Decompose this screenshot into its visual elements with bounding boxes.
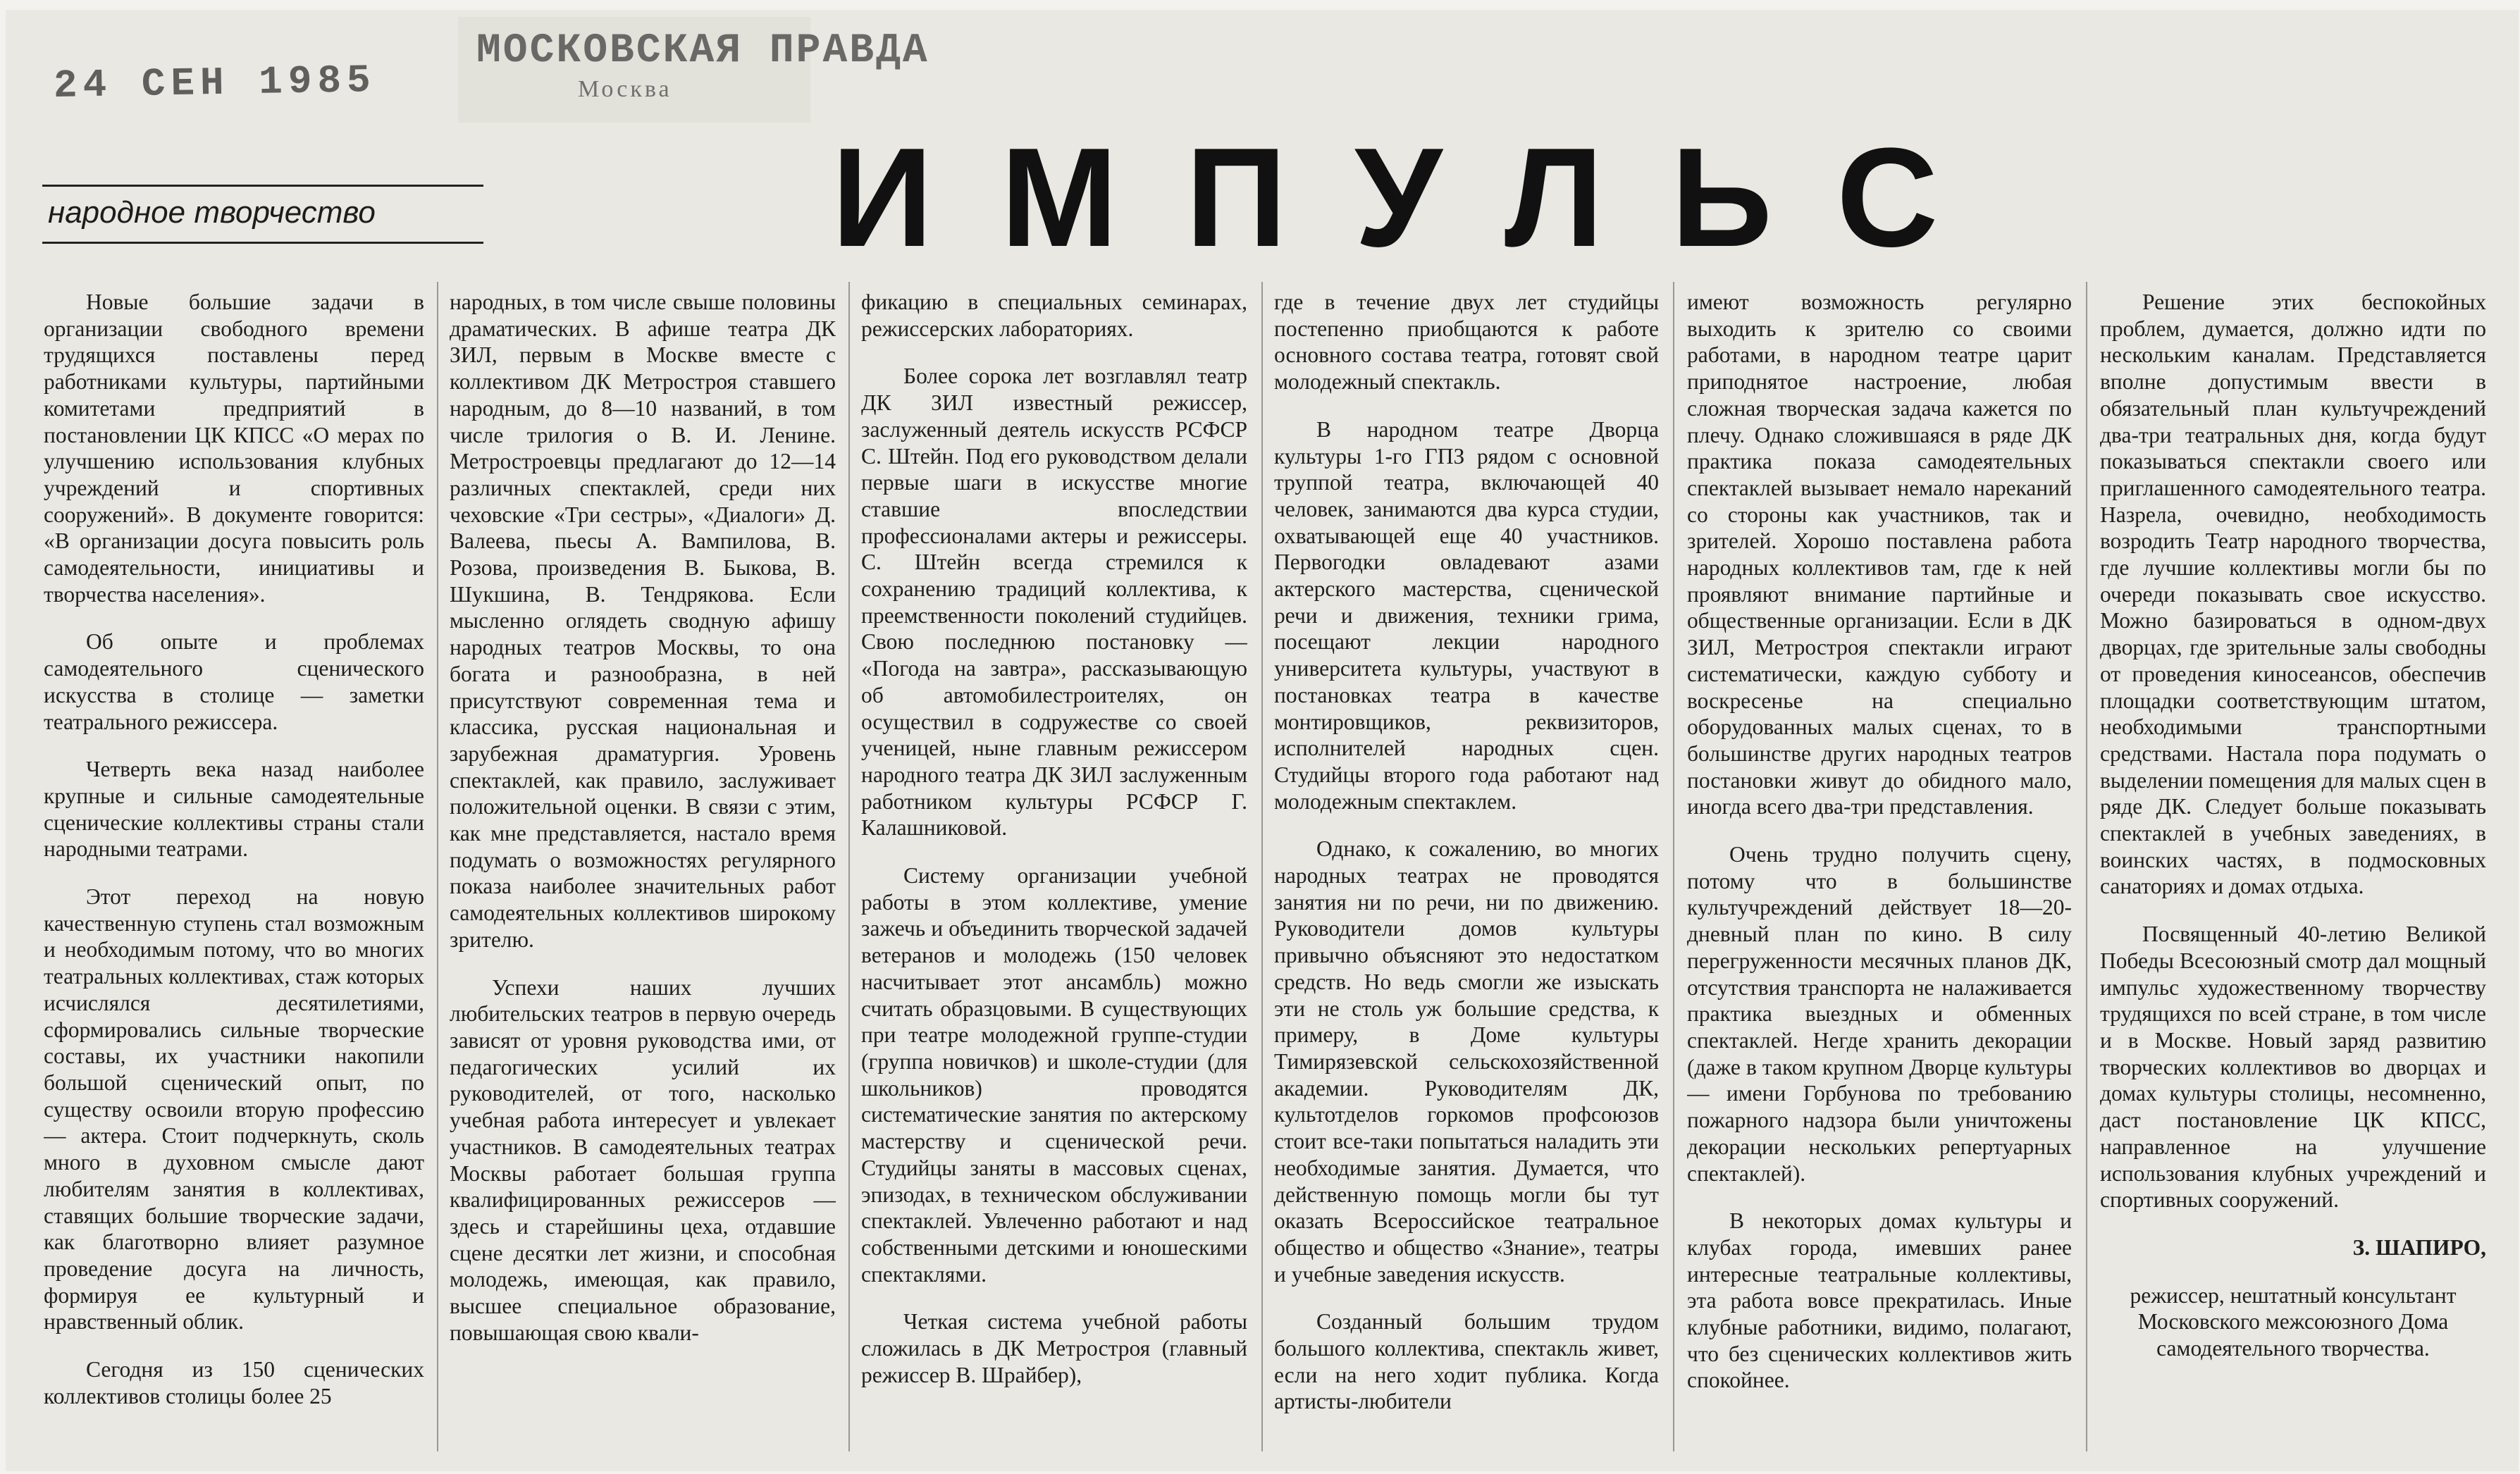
article-column-4	[1274, 289, 1659, 1451]
article-column-3	[861, 289, 1247, 1451]
paragraph: Решение этих беспокойных проблем, думается, должно идти по нескольким каналам. Представляется вполне допустимым ввести в обязательный план культучреждений два-три театральных дня, когда будут показываться спектакли своего или приглашенного самодеятельного театра. Назрела, очевидно, необходимость возродить Театр народного творчества, где лучшие коллективы могли бы по очереди показывать свое искусство. Можно базироваться в одном-двух дворцах, где зрительные залы свободны от проведения киносеансов, обеспечив площадки соответствующим штатом, необходимыми транспортными средствами. Настала пора подумать о выделении помещения для малых сцен в ряде ДК. Следует больше показывать спектаклей в учебных заведениях, в воинских частях, в подмосковных санаториях и домах отдыха.	[2100, 290, 2486, 899]
column-divider	[1261, 282, 1263, 1451]
paragraph: народных, в том числе свыше половины драматических. В афише театра ДК ЗИЛ, первым в Москве вместе с коллективом ДК Метростроя ставшего народным, до 8—10 названий, в том числе трилогия о В. И. Ленине. Метростроевцы предлагают до 12—14 различных спектаклей, среди них чеховские «Три сестры», «Диалоги» Д. Валеева, пьесы А. Вампилова, В. Розова, произведения В. Быкова, В. Шукшина, В. Тендрякова. Если мысленно оглядеть сводную афишу народных театров Москвы, то она богата и разнообразна, в ней присутствуют современная тема и классика, русская национальная и зарубежная драматургия. Уровень спектаклей, как правило, заслуживает положительной оценки. В связи с этим, как мне представляется, настало время подумать о возможностях регулярного показа наиболее значительных работ самодеятельных коллективов широкому зрителю.	[450, 290, 836, 952]
city-stamp: Москва	[578, 76, 672, 102]
paragraph: Созданный большим трудом большого коллектива, спектакль живет, если на него ходит публика. Когда артисты-любители	[1274, 1309, 1659, 1414]
paragraph: Сегодня из 150 сценических коллективов столицы более 25	[44, 1357, 424, 1408]
rubric-label: народное творчество	[42, 185, 483, 244]
paragraph: Очень трудно получить сцену, потому что в большинстве культучреждений действует 18—20-дневный план по кино. В силу перегруженности месячных планов ДК, отсутствия транспорта не налаживается практика выездных и обменных спектаклей. Негде хранить декорации (даже в таком крупном Дворце культуры — имени Горбунова по требованию пожарного надзора были уничтожены декорации нескольких репертуарных спектаклей).	[1687, 842, 2072, 1186]
paragraph: Успехи наших лучших любительских театров в первую очередь зависят от уровня руководства ими, от педагогических усилий их руководителей, от того, насколько учебная работа интересует и увлекает участников. В самодеятельных театрах Москвы работает большая группа квалифицированных режиссеров — здесь и старейшины цеха, отдавшие сцене десятки лет жизни, и способная молодежь, имеющая, как правило, высшее специальное образование, повышающая свою квали-	[450, 974, 836, 1345]
column-divider	[437, 282, 438, 1451]
paragraph: Об опыте и проблемах самодеятельного сценического искусства в столице — заметки театрального режиссера.	[44, 629, 424, 734]
column-divider	[2086, 282, 2087, 1451]
author-role: режиссер, нештатный консультант Московского межсоюзного Дома самодеятельного творчества.	[2130, 1282, 2457, 1361]
paragraph: Более сорока лет возглавлял театр ДК ЗИЛ известный режиссер, заслуженный деятель искусств РСФСР С. Штейн. Под его руководством делали первые шаги в искусстве многие ставшие впоследствии профессионалами актеры и режиссеры. С. Штейн всегда стремился к сохранению традиций коллектива, к преемственности поколений студийцев. Свою последнюю постановку — «Погода на завтра», рассказывающую об автомобилестроителях, он осуществил в содружестве со своей ученицей, ныне главным режиссером народного театра ДК ЗИЛ заслуженным работником культуры РСФСР Г. Калашниковой.	[861, 364, 1247, 841]
article-column-6	[2100, 289, 2486, 1451]
paragraph: В некоторых домах культуры и клубах города, имевших ранее интересные театральные коллективы, эта работа вовсе прекратилась. Иные клубные работники, видимо, полагают, что без сценических коллективов жить спокойнее.	[1687, 1208, 2072, 1393]
date-stamp: 24 СЕН 1985	[53, 58, 377, 109]
author-signature: З. ШАПИРО,	[2352, 1234, 2486, 1260]
paragraph: В народном театре Дворца культуры 1-го ГПЗ рядом с основной труппой театра, включающей 40 человек, занимаются два курса студии, охватывающей еще 40 участников. Первогодки овладевают азами актерского мастерства, сценической речи и движения, техники грима, посещают лекции народного университета культуры, участвуют в постановках театра в качестве монтировщиков, реквизиторов, исполнителей народных сцен. Студийцы второго года работают над молодежным спектаклем.	[1274, 416, 1659, 814]
paragraph: Однако, к сожалению, во многих народных театрах не проводятся занятия ни по речи, ни по движению. Руководители домов культуры привычно объясняют это недостатком средств. Но ведь смогли же изыскать эти не столь уж большие средства, к примеру, в Доме культуры Тимирязевской сельскохозяйственной академии. Руководителям ДК, культотделов горкомов профсоюзов стоит все-таки попытаться наладить эти необходимые занятия. Думается, что действенную помощь могли бы тут оказать Всероссийское театральное общество и общество «Знание», театры и учебные заведения искусств.	[1274, 836, 1659, 1287]
column-divider	[848, 282, 850, 1451]
article-column-5	[1687, 289, 2072, 1451]
article-headline: ИМПУЛЬС	[832, 119, 2006, 276]
paragraph: Этот переход на новую качественную ступень стал возможным и необходимым потому, что во многих театральных коллективах, стаж которых исчислялся десятилетиями, сформировались сильные творческие составы, их участники накопили большой сценический опыт, по существу освоили вторую профессию — актера. Стоит подчеркнуть, сколь много в духовном смысле дают любителям занятия в коллективах, ставящих большие творческие задачи, как благотворно влияет разумное проведение досуга на личность, формируя ее культурный и нравственный облик.	[44, 884, 424, 1334]
column-divider	[1673, 282, 1674, 1451]
paragraph: Четкая система учебной работы сложилась в ДК Метростроя (главный режиссер В. Шрайбер),	[861, 1309, 1247, 1387]
paragraph: Систему организации учебной работы в этом коллективе, умение зажечь и объединить творческой задачей ветеранов и молодежь (150 человек насчитывает этот ансамбль) можно считать образцовыми. В существующих при театре молодежной группе-студии (группа новичков) и школе-студии (для школьников) проводятся систематические занятия по актерскому мастерству и сценической речи. Студийцы заняты в массовых сценах, эпизодах, в техническом обслуживании спектаклей. Увлеченно работают и над собственными детскими и юношескими спектаклями.	[861, 863, 1247, 1287]
article-column-2	[450, 289, 836, 1451]
paragraph: где в течение двух лет студийцы постепенно приобщаются к работе основного состава театра, готовят свой молодежный спектакль.	[1274, 290, 1659, 395]
newspaper-stamp: МОСКОВСКАЯ ПРАВДА	[476, 28, 929, 74]
article-column-1	[44, 289, 424, 1451]
paragraph: фикацию в специальных семинарах, режиссерских лабораториях.	[861, 290, 1247, 341]
paragraph: Четверть века назад наиболее крупные и сильные самодеятельные сценические коллективы страны стали народными театрами.	[44, 757, 424, 862]
paragraph: Новые большие задачи в организации свободного времени трудящихся поставлены перед работниками культуры, партийными комитетами предприятий в постановлении ЦК КПСС «О мерах по улучшению использования клубных учреждений и спортивных сооружений». В документе говорится: «В организации досуга повысить роль самодеятельности, инициативы и творчества населения».	[44, 290, 424, 607]
paragraph: Посвященный 40-летию Великой Победы Всесоюзный смотр дал мощный импульс художественному творчеству трудящихся по всей стране, в том числе и в Москве. Новый заряд развитию творческих коллективов во дворцах и домах культуры столицы, несомненно, даст постановление ЦК КПСС, направленное на улучшение использования клубных учреждений и спортивных сооружений.	[2100, 922, 2486, 1213]
paragraph: имеют возможность регулярно выходить к зрителю со своими работами, в народном театре царит приподнятое настроение, любая сложная творческая задача кажется по плечу. Однако сложившаяся в ряде ДК практика показа самодеятельных спектаклей вызывает немало нареканий со стороны как участников, так и зрителей. Хорошо поставлена работа народных коллективов там, где к ней проявляют внимание партийные и общественные организации. Если в ДК ЗИЛ, Метростроя спектакли играют систематически, каждую субботу и воскресенье на специально оборудованных малых сценах, то в большинстве других народных театров постановки живут до обидного мало, иногда всего два-три представления.	[1687, 290, 2072, 819]
